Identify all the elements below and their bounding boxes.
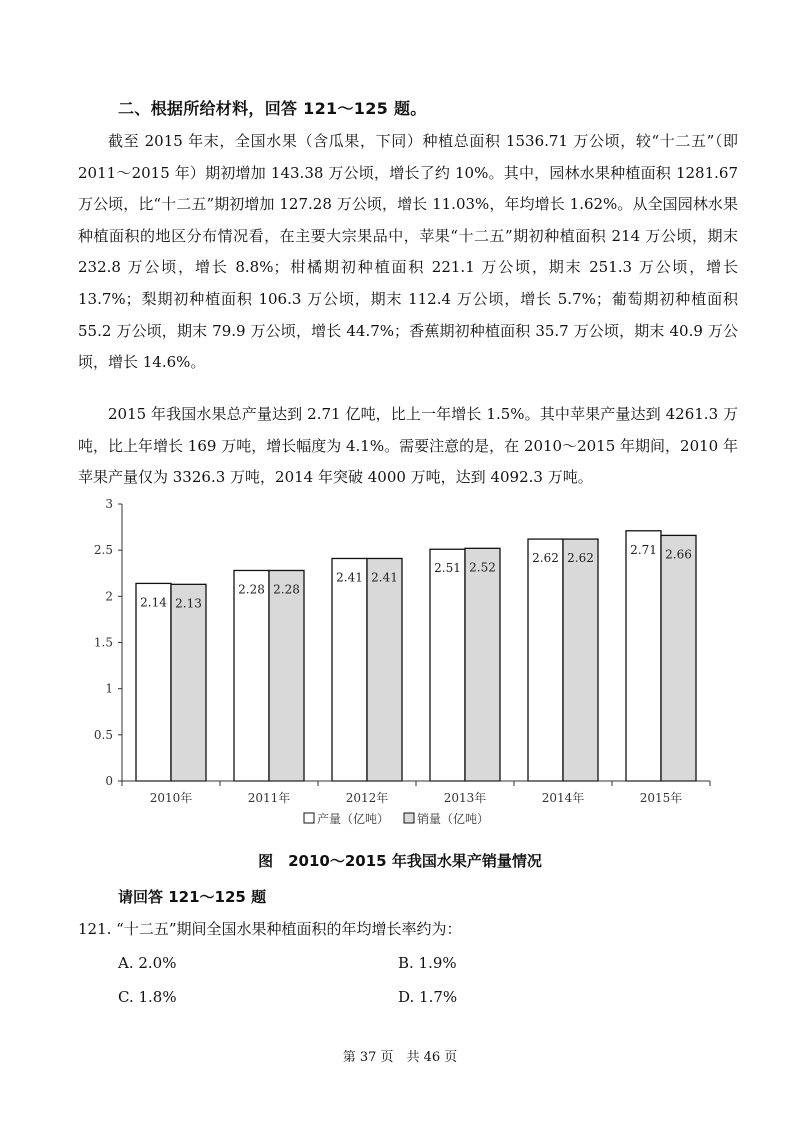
option-a[interactable]: A. 2.0% (118, 954, 177, 972)
y-tick-label: 0.5 (93, 727, 113, 742)
x-category-label: 2012年 (345, 791, 389, 805)
y-tick-label: 1.5 (93, 635, 113, 650)
x-category-label: 2010年 (149, 791, 193, 805)
bar-production-3 (430, 549, 465, 781)
y-tick-label: 2.5 (93, 543, 113, 558)
legend-label-production: 产量（亿吨） (317, 812, 390, 826)
question-121-stem: 121. “十二五”期间全国水果种植面积的年均增长率约为： (78, 920, 462, 938)
bar-value-label: 2.66 (665, 547, 692, 562)
x-category-label: 2013年 (443, 791, 487, 805)
bar-production-0 (136, 583, 171, 781)
bar-sales-1 (269, 570, 304, 781)
bar-chart (86, 494, 726, 840)
bar-sales-0 (171, 584, 206, 781)
bar-production-5 (626, 531, 661, 781)
bar-value-label: 2.28 (238, 582, 265, 597)
bar-sales-4 (563, 539, 598, 781)
legend-swatch-production (304, 813, 314, 823)
section-title: 二、根据所给材料，回答 121～125 题。 (118, 99, 427, 118)
option-c[interactable]: C. 1.8% (118, 988, 177, 1006)
bar-sales-3 (465, 548, 500, 781)
bar-value-label: 2.62 (567, 551, 594, 566)
bar-sales-2 (367, 558, 402, 781)
bar-value-label: 2.13 (175, 596, 202, 611)
y-tick-label: 0 (105, 774, 113, 788)
x-category-label: 2014年 (541, 791, 585, 805)
y-tick-label: 1 (105, 681, 113, 696)
chart-svg (86, 494, 726, 840)
option-b[interactable]: B. 1.9% (398, 954, 457, 972)
bar-value-label: 2.52 (469, 560, 496, 575)
material-paragraph-2: 2015 年我国水果总产量达到 2.71 亿吨，比上一年增长 1.5%。其中苹果产量达到 4261.3 万吨，比上年增长 169 万吨，增长幅度为 4.1%。需要注意的是，在 2010～2015 年期间，2010 年苹果产量仅为 3326.3 万吨，2014 年突破 4000 万吨，达到 4092.3 万吨。 (78, 405, 738, 487)
questions-heading: 请回答 121～125 题 (118, 888, 267, 906)
bar-value-label: 2.62 (532, 551, 559, 566)
material-paragraph-1: 截至 2015 年末，全国水果（含瓜果，下同）种植总面积 1536.71 万公顷，较“十二五”（即 2011～2015 年）期初增加 143.38 万公顷，增长了约 10%。其中，园林水果种植面积 1281.67 万公顷，比“十二五”期初增加 127.28 万公顷，增长 11.03%，年均增长 1.62%。从全国园林水果种植面积的地区分布情况看，在主要大宗果品中，苹果“十二五”期初种植面积 214 万公顷，期末 232.8 万公顷，增长 8.8%；柑橘期初种植面积 221.1 万公顷，期末 251.3 万公顷，增长 13.7%；梨期初种植面积 106.3 万公顷，期末 112.4 万公顷，增长 5.7%；葡萄期初种植面积 55.2 万公顷，期末 79.9 万公顷，增长 44.7%；香蕉期初种植面积 35.7 万公顷，期末 40.9 万公顷，增长 14.6%。 (78, 132, 738, 372)
bar-production-2 (332, 558, 367, 781)
bar-value-label: 2.41 (336, 570, 363, 585)
y-tick-label: 3 (105, 497, 113, 511)
x-category-label: 2011年 (247, 791, 291, 805)
bar-value-label: 2.71 (630, 542, 657, 557)
x-category-label: 2015年 (639, 791, 683, 805)
legend-label-sales: 销量（亿吨） (417, 812, 490, 826)
bar-sales-5 (661, 535, 696, 781)
y-tick-label: 2 (105, 589, 113, 604)
bar-production-4 (528, 539, 563, 781)
bar-value-label: 2.51 (434, 561, 461, 576)
bar-value-label: 2.14 (140, 595, 167, 610)
figure-caption: 图 2010～2015 年我国水果产销量情况 (258, 852, 542, 870)
option-d[interactable]: D. 1.7% (398, 988, 458, 1006)
bar-production-1 (234, 570, 269, 781)
bar-value-label: 2.41 (371, 570, 398, 585)
page-footer: 第 37 页 共 46 页 (342, 1050, 458, 1065)
bar-value-label: 2.28 (273, 582, 300, 597)
legend-swatch-sales (404, 813, 414, 823)
